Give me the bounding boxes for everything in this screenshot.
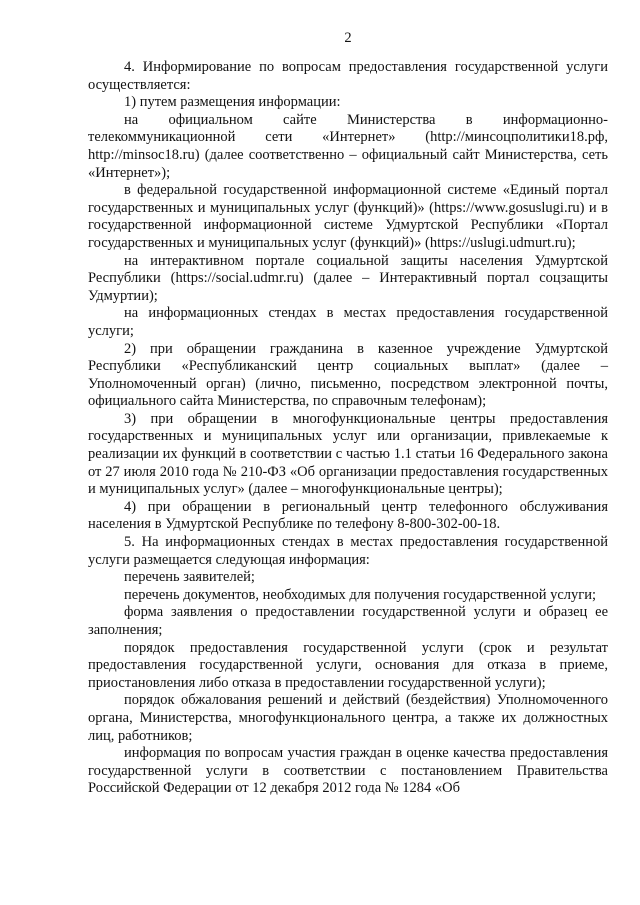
paragraph: на официальном сайте Министерства в информационно-телекоммуникационной сети «Интернет» (http://минсоцполитики18.рф, http://minsoc18.ru) (далее соответственно – официальный сайт Министерства, сеть «Интернет»); — [88, 111, 608, 181]
paragraph: перечень заявителей; — [124, 569, 255, 586]
document-body — [88, 59, 608, 798]
paragraph: на интерактивном портале социальной защиты населения Удмуртской Республики (https://social.udmr.ru) (далее – Интерактивный портал соцзащиты Удмуртии); — [88, 252, 608, 304]
paragraph: 3) при обращении в многофункциональные центры предоставления государственных и муниципальных услуг или организации, привлекаемые к реализации их функций в соответствии с частью 1.1 статьи 16 Федерального закона от 27 июля 2010 года № 210-ФЗ «Об организации предоставления государственных и муниципальных услуг» (далее – многофункциональные центры); — [88, 410, 608, 498]
paragraph: форма заявления о предоставлении государственной услуги и образец ее заполнения; — [88, 604, 608, 638]
paragraph: в федеральной государственной информационной системе «Единый портал государственных и муниципальных услуг (функций)» (https://www.gosuslugi.ru) и в государственной информационной системе Удмуртской Республики «Портал государственных и муниципальных услуг (функций)» (https://uslugi.udmurt.ru); — [88, 182, 608, 251]
paragraph: 4. Информирование по вопросам предоставления государственной услуги осуществляется: — [88, 59, 608, 93]
paragraph: 5. На информационных стендах в местах предоставления государственной услуги размещается следующая информация: — [88, 534, 608, 568]
paragraph: 2) при обращении гражданина в казенное учреждение Удмуртской Республики «Республиканский центр социальных выплат» (далее – Уполномоченный орган) (лично, письменно, посредством электронной почты, официального сайта Министерства, по справочным телефонам); — [88, 340, 608, 410]
paragraph: 4) при обращении в региональный центр телефонного обслуживания населения в Удмуртской Республике по телефону 8-800-302-00-18. — [88, 498, 608, 533]
paragraph: порядок предоставления государственной услуги (срок и результат предоставления государственной услуги, основания для отказа в приеме, приостановления либо отказа в предоставлении государственной услуги); — [88, 639, 608, 691]
paragraph: на информационных стендах в местах предоставления государственной услуги; — [88, 305, 608, 339]
paragraph: 1) путем размещения информации: — [124, 94, 341, 111]
paragraph: информация по вопросам участия граждан в оценке качества предоставления государственной услуги в соответствии с постановлением Правительства Российской Федерации от 12 декабря 2012 года № 1284 «Об — [88, 745, 608, 797]
paragraph: перечень документов, необходимых для получения государственной услуги; — [124, 586, 596, 603]
page-number: 2 — [344, 30, 352, 46]
paragraph: порядок обжалования решений и действий (бездействия) Уполномоченного органа, Министерства, многофункционального центра, а также их должностных лиц, работников; — [88, 692, 608, 744]
